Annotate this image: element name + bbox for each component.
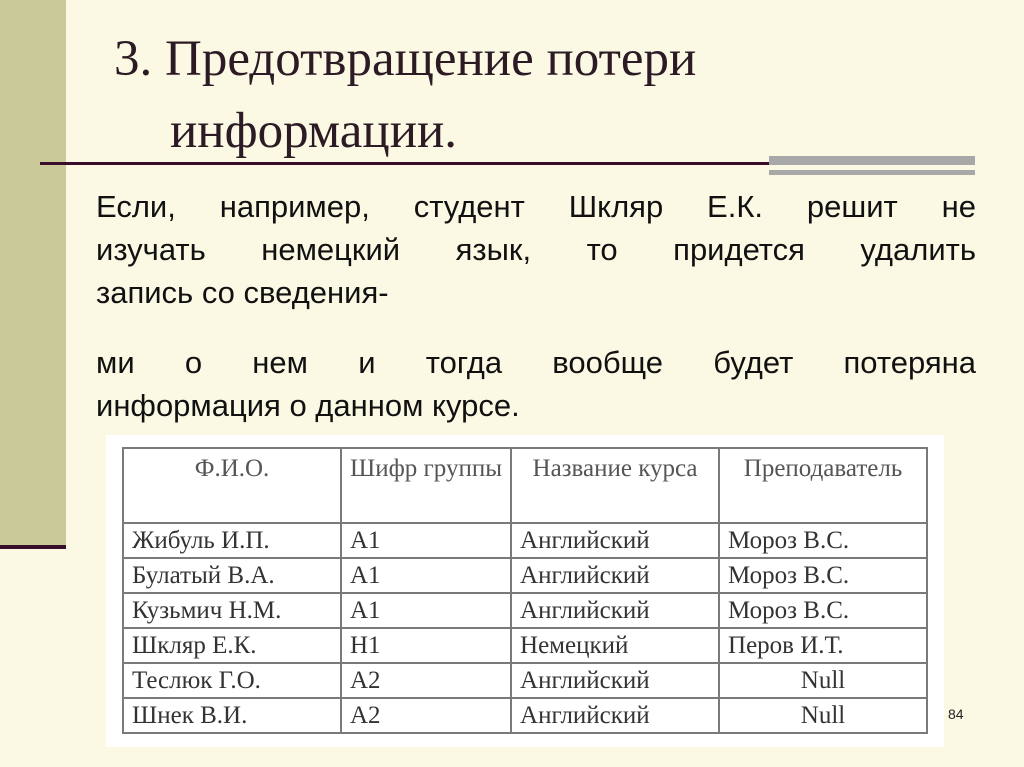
title-underline — [40, 162, 775, 165]
left-band-rule — [0, 545, 66, 549]
students-table — [122, 447, 928, 734]
cell-group-code: A2 — [341, 698, 511, 733]
table-row — [123, 698, 927, 733]
cell-course: Английский — [511, 698, 719, 733]
cell-group-code: A1 — [341, 558, 511, 593]
cell-fio: Жибуль И.П. — [123, 523, 341, 558]
cell-course: Английский — [511, 593, 719, 628]
cell-group-code: H1 — [341, 628, 511, 663]
cell-fio: Теслюк Г.О. — [123, 663, 341, 698]
table-row — [123, 663, 927, 698]
cell-teacher: Мороз В.С. — [719, 558, 927, 593]
cell-course: Немецкий — [511, 628, 719, 663]
cell-group-code: A1 — [341, 523, 511, 558]
slide-title-line-1: 3. Предотвращение потери — [114, 31, 697, 87]
cell-course: Английский — [511, 523, 719, 558]
header-group-code: Шифр группы — [341, 448, 511, 523]
cell-group-code: A1 — [341, 593, 511, 628]
table-row — [123, 558, 927, 593]
cell-teacher: Мороз В.С. — [719, 593, 927, 628]
paragraph-line: ми о нем и тогда вообще будет потеряна — [96, 345, 976, 380]
slide-title-line-2: информации. — [170, 103, 458, 159]
cell-fio: Булатый В.А. — [123, 558, 341, 593]
paragraph-line: изучать немецкий язык, то придется удалить — [96, 232, 976, 267]
header-teacher: Преподаватель — [719, 448, 927, 523]
title-underline-grey-bar-lower — [769, 170, 975, 175]
page-number: 84 — [948, 706, 964, 722]
cell-teacher: Null — [719, 663, 927, 698]
cell-teacher: Мороз В.С. — [719, 523, 927, 558]
cell-course: Английский — [511, 663, 719, 698]
header-course-name: Название курса — [511, 448, 719, 523]
table-header-row — [123, 448, 927, 523]
cell-fio: Шкляр Е.К. — [123, 628, 341, 663]
left-accent-band — [0, 0, 66, 548]
table-row — [123, 523, 927, 558]
cell-group-code: A2 — [341, 663, 511, 698]
table-row — [123, 628, 927, 663]
title-underline-grey-bar — [769, 156, 975, 165]
cell-fio: Кузьмич Н.М. — [123, 593, 341, 628]
header-fio: Ф.И.О. — [123, 448, 341, 523]
body-paragraph-1 — [96, 185, 976, 314]
cell-teacher: Перов И.Т. — [719, 628, 927, 663]
paragraph-line: Если, например, студент Шкляр Е.К. решит не — [96, 189, 976, 224]
table-row — [123, 593, 927, 628]
paragraph-line: информация о данном курсе. — [96, 388, 520, 423]
paragraph-line: запись со сведения- — [96, 275, 389, 310]
students-table-image — [106, 435, 944, 747]
cell-fio: Шнек В.И. — [123, 698, 341, 733]
body-paragraph-2 — [96, 341, 976, 427]
cell-teacher: Null — [719, 698, 927, 733]
cell-course: Английский — [511, 558, 719, 593]
